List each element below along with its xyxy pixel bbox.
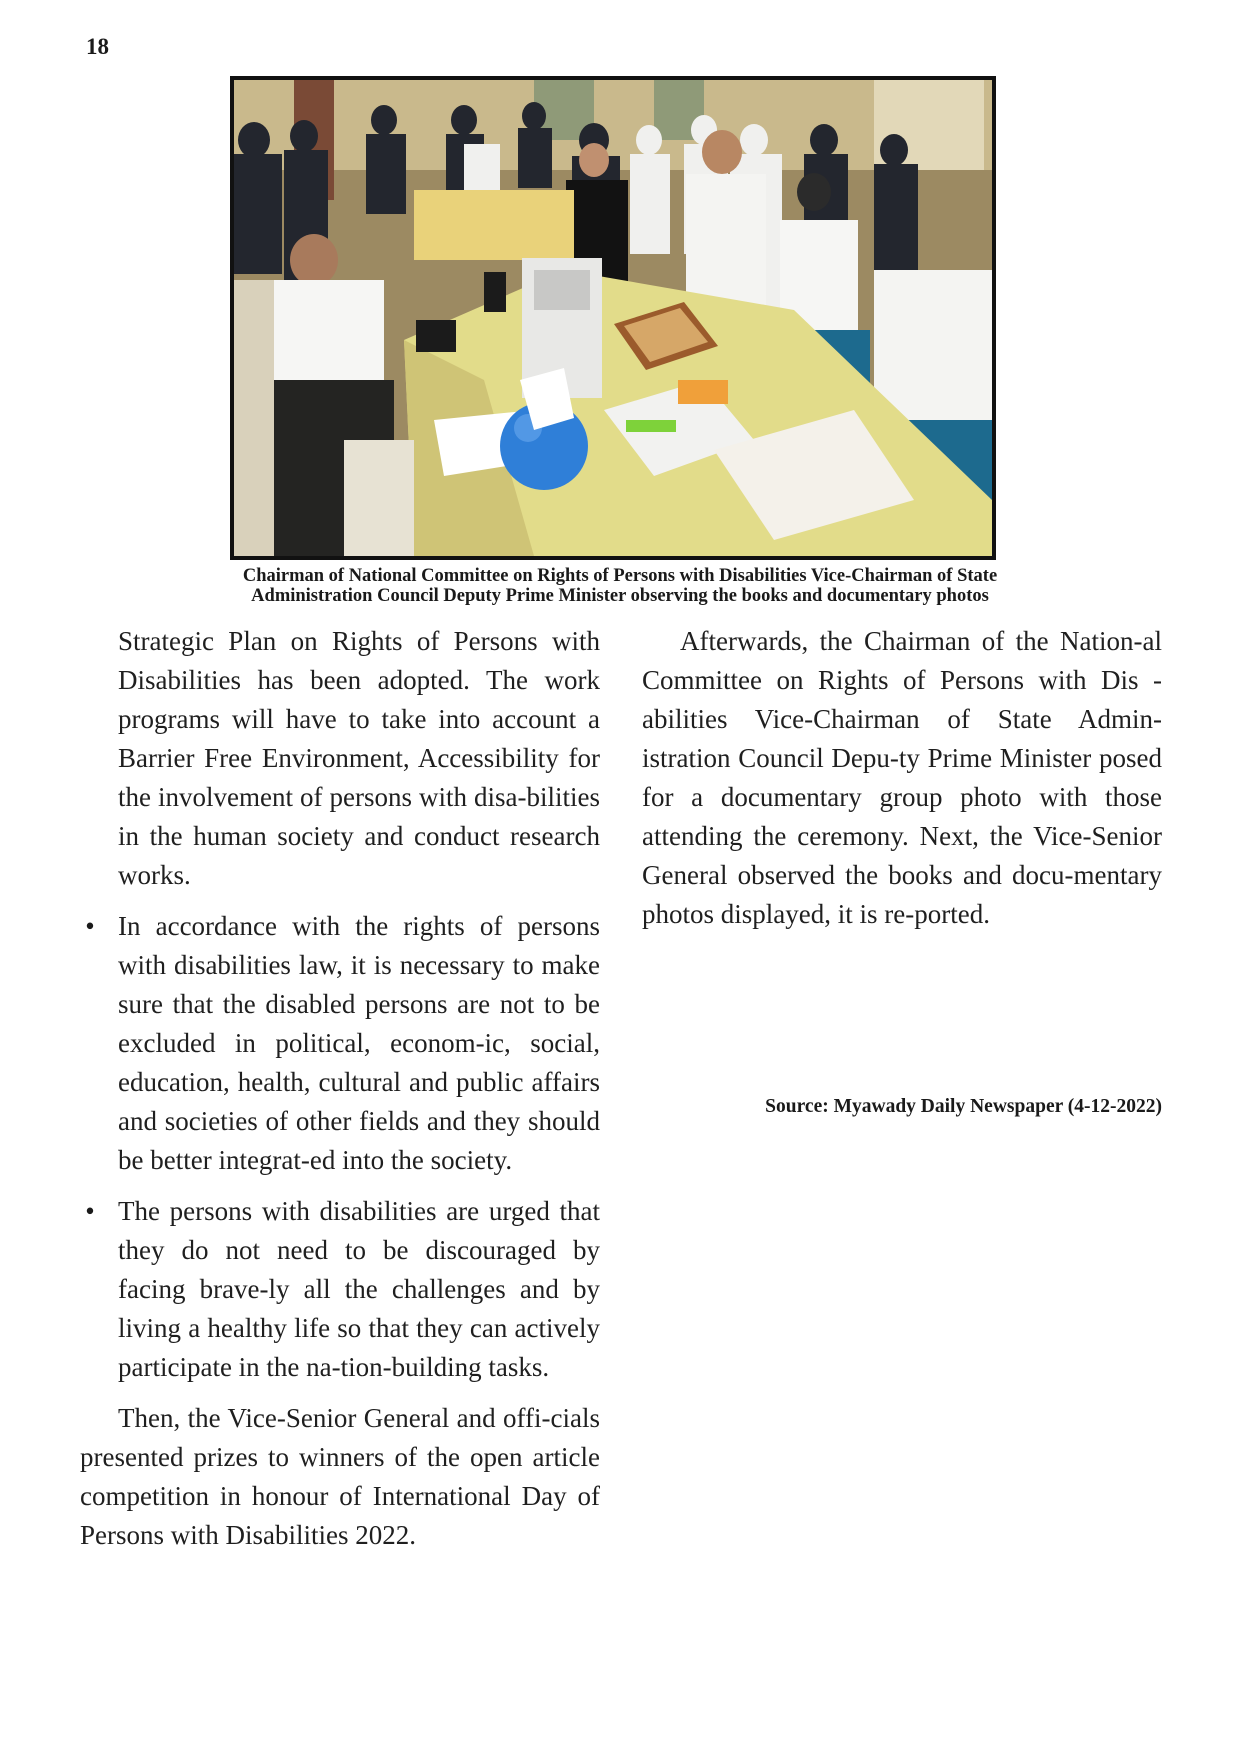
bullet-icon: • — [85, 911, 95, 941]
continued-paragraph: Strategic Plan on Rights of Persons with Disabilities has been adopted. The work programs will have to take into account a Barrier Free Environment, Accessibility for the involvement of persons with disa-bilities in the human society and conduct research works. — [118, 626, 600, 890]
source-credit: Source: Myawady Daily Newspaper (4-12-2022) — [765, 1096, 1162, 1117]
left-column — [80, 622, 600, 1555]
bullet-text: In accordance with the rights of persons with disabilities law, it is necessary to make sure that the disabled persons are not to be excluded in political, econom-ic, social, education, health, cultural and public affairs and societies of other fields and they should be better integrat-ed into the society. — [118, 911, 600, 1175]
photo-caption — [160, 566, 1080, 606]
bullet-text: The persons with disabilities are urged that they do not need to be discouraged by facing brave-ly all the challenges and by living a healthy life so that they can actively participate in the na-tion-building tasks. — [118, 1196, 600, 1382]
bullet-item — [85, 907, 600, 1180]
right-paragraph: Afterwards, the Chairman of the Nation-al Committee on Rights of Persons with Dis -abilities Vice-Chairman of State Admin-istration Council Depu-ty Prime Minister posed for a documentary group photo with those attending the ceremony. Next, the Vice-Senior General observed the books and docu-mentary photos displayed, it is re-ported. — [642, 626, 1162, 929]
news-photo-illustration — [234, 80, 992, 556]
closing-paragraph: Then, the Vice-Senior General and offi-cials presented prizes to winners of the open article competition in honour of International Day of Persons with Disabilities 2022. — [80, 1403, 600, 1550]
right-column — [642, 622, 1162, 934]
page-number: 18 — [86, 34, 109, 59]
bullet-icon: • — [85, 1196, 95, 1226]
caption-line-1: Chairman of National Committee on Rights of Persons with Disabilities Vice-Chairman of State — [242, 566, 998, 586]
caption-line-2: Administration Council Deputy Prime Minister observing the books and documentary photos — [251, 586, 989, 606]
bullet-item — [85, 1192, 600, 1387]
news-photo — [230, 76, 996, 560]
